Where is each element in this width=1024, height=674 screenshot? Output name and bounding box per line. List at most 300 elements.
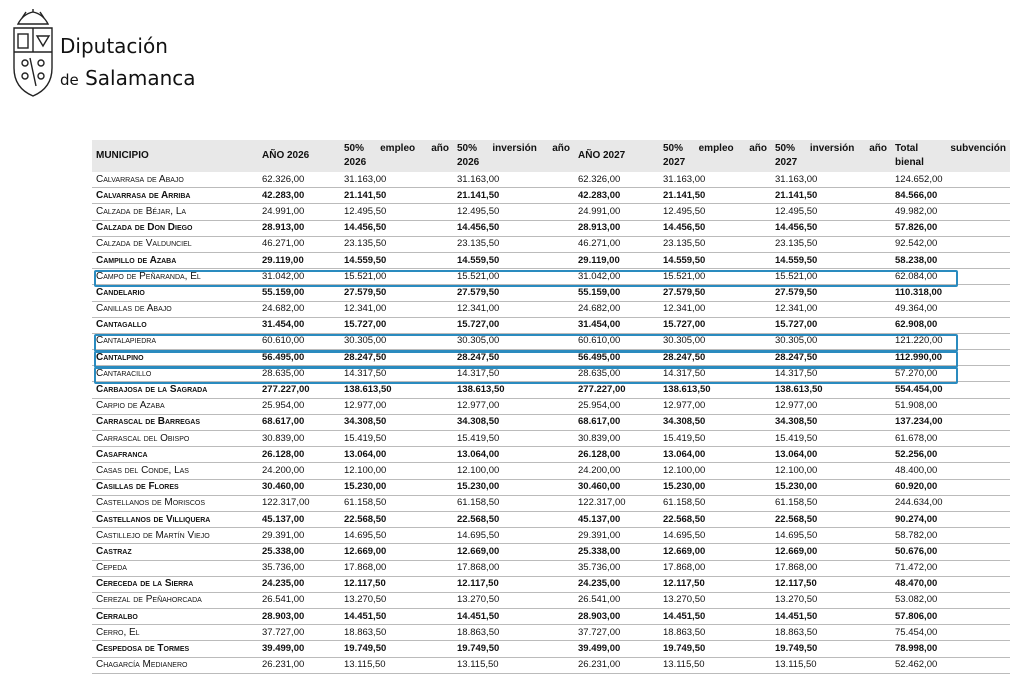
amount-cell: 12.117,50 — [340, 576, 453, 592]
amount-cell: 21.141,50 — [340, 188, 453, 204]
amount-cell: 14.695,50 — [771, 528, 891, 544]
amount-cell: 49.364,00 — [891, 301, 1010, 317]
table-row — [92, 431, 1010, 447]
amount-cell: 15.727,00 — [340, 317, 453, 333]
amount-cell: 34.308,50 — [771, 414, 891, 430]
table-header-row — [92, 140, 1010, 172]
amount-cell: 15.230,00 — [340, 479, 453, 495]
amount-cell: 56.495,00 — [574, 350, 659, 366]
table-row — [92, 366, 1010, 382]
amount-cell: 58.238,00 — [891, 252, 1010, 268]
amount-cell: 14.451,50 — [453, 609, 574, 625]
amount-cell: 13.115,50 — [453, 657, 574, 673]
amount-cell: 22.568,50 — [659, 511, 771, 527]
amount-cell: 14.559,50 — [659, 252, 771, 268]
amount-cell: 18.863,50 — [340, 625, 453, 641]
amount-cell: 12.977,00 — [453, 398, 574, 414]
amount-cell: 57.270,00 — [891, 366, 1010, 382]
amount-cell: 42.283,00 — [258, 188, 340, 204]
amount-cell: 17.868,00 — [659, 560, 771, 576]
amount-cell: 24.200,00 — [258, 463, 340, 479]
table-row — [92, 592, 1010, 608]
amount-cell: 15.419,50 — [659, 431, 771, 447]
amount-cell: 13.115,50 — [771, 657, 891, 673]
amount-cell: 75.454,00 — [891, 625, 1010, 641]
amount-cell: 30.460,00 — [574, 479, 659, 495]
amount-cell: 28.247,50 — [453, 350, 574, 366]
amount-cell: 15.230,00 — [771, 479, 891, 495]
amount-cell: 138.613,50 — [453, 382, 574, 398]
amount-cell: 52.256,00 — [891, 447, 1010, 463]
municipality-cell: Cepeda — [92, 560, 258, 576]
amount-cell: 14.456,50 — [453, 220, 574, 236]
amount-cell: 12.117,50 — [453, 576, 574, 592]
amount-cell: 12.341,00 — [453, 301, 574, 317]
amount-cell: 68.617,00 — [258, 414, 340, 430]
amount-cell: 138.613,50 — [340, 382, 453, 398]
municipality-cell: Calzada de Don Diego — [92, 220, 258, 236]
municipality-cell: Casafranca — [92, 447, 258, 463]
amount-cell: 62.908,00 — [891, 317, 1010, 333]
amount-cell: 68.617,00 — [574, 414, 659, 430]
amount-cell: 14.317,50 — [771, 366, 891, 382]
amount-cell: 12.341,00 — [340, 301, 453, 317]
amount-cell: 28.247,50 — [340, 350, 453, 366]
column-header-line2: 2026 — [457, 157, 480, 168]
municipality-cell: Cerezal de Peñahorcada — [92, 592, 258, 608]
amount-cell: 55.159,00 — [574, 285, 659, 301]
amount-cell: 78.998,00 — [891, 641, 1010, 657]
amount-cell: 14.451,50 — [771, 609, 891, 625]
amount-cell: 30.305,00 — [453, 333, 574, 349]
amount-cell: 34.308,50 — [453, 414, 574, 430]
amount-cell: 12.977,00 — [659, 398, 771, 414]
municipality-cell: Carrascal del Obispo — [92, 431, 258, 447]
amount-cell: 15.727,00 — [453, 317, 574, 333]
amount-cell: 31.163,00 — [340, 172, 453, 188]
amount-cell: 25.338,00 — [574, 544, 659, 560]
amount-cell: 29.119,00 — [258, 252, 340, 268]
table-row — [92, 398, 1010, 414]
amount-cell: 15.521,00 — [771, 269, 891, 285]
table-row — [92, 188, 1010, 204]
amount-cell: 15.230,00 — [453, 479, 574, 495]
column-header-line1: 50% empleo año — [663, 143, 767, 154]
amount-cell: 19.749,50 — [453, 641, 574, 657]
org-name-line1: Diputación — [60, 34, 168, 58]
amount-cell: 12.495,50 — [340, 204, 453, 220]
table-row — [92, 528, 1010, 544]
table-row — [92, 317, 1010, 333]
column-header — [340, 140, 453, 172]
amount-cell: 17.868,00 — [453, 560, 574, 576]
municipality-cell: Cantalpino — [92, 350, 258, 366]
column-header: AÑO 2026 — [262, 150, 310, 161]
table-row — [92, 382, 1010, 398]
amount-cell: 21.141,50 — [453, 188, 574, 204]
amount-cell: 35.736,00 — [574, 560, 659, 576]
amount-cell: 26.541,00 — [574, 592, 659, 608]
column-header-line2: 2027 — [775, 157, 798, 168]
municipality-cell: Calvarrasa de Arriba — [92, 188, 258, 204]
amount-cell: 31.163,00 — [659, 172, 771, 188]
table-row — [92, 495, 1010, 511]
municipality-cell: Cantalapiedra — [92, 333, 258, 349]
amount-cell: 46.271,00 — [258, 236, 340, 252]
column-header-line2: 2026 — [344, 157, 367, 168]
table-row — [92, 463, 1010, 479]
amount-cell: 31.163,00 — [771, 172, 891, 188]
amount-cell: 24.235,00 — [258, 576, 340, 592]
table-row — [92, 333, 1010, 349]
table-row — [92, 479, 1010, 495]
amount-cell: 42.283,00 — [574, 188, 659, 204]
amount-cell: 22.568,50 — [340, 511, 453, 527]
amount-cell: 25.954,00 — [574, 398, 659, 414]
table-row — [92, 414, 1010, 430]
amount-cell: 14.317,50 — [340, 366, 453, 382]
amount-cell: 23.135,50 — [771, 236, 891, 252]
org-name-line2: Salamanca — [85, 66, 196, 90]
amount-cell: 14.695,50 — [659, 528, 771, 544]
table-row — [92, 204, 1010, 220]
amount-cell: 138.613,50 — [659, 382, 771, 398]
amount-cell: 122.317,00 — [258, 495, 340, 511]
amount-cell: 39.499,00 — [574, 641, 659, 657]
amount-cell: 12.669,00 — [771, 544, 891, 560]
amount-cell: 124.652,00 — [891, 172, 1010, 188]
amount-cell: 12.341,00 — [771, 301, 891, 317]
amount-cell: 18.863,50 — [659, 625, 771, 641]
municipality-cell: Candelario — [92, 285, 258, 301]
municipality-cell: Canillas de Abajo — [92, 301, 258, 317]
amount-cell: 61.158,50 — [771, 495, 891, 511]
amount-cell: 15.230,00 — [659, 479, 771, 495]
amount-cell: 23.135,50 — [453, 236, 574, 252]
amount-cell: 58.782,00 — [891, 528, 1010, 544]
amount-cell: 12.669,00 — [659, 544, 771, 560]
amount-cell: 14.456,50 — [659, 220, 771, 236]
amount-cell: 27.579,50 — [340, 285, 453, 301]
amount-cell: 15.521,00 — [340, 269, 453, 285]
municipality-cell: Carrascal de Barregas — [92, 414, 258, 430]
amount-cell: 13.064,00 — [659, 447, 771, 463]
amount-cell: 24.682,00 — [258, 301, 340, 317]
amount-cell: 15.419,50 — [340, 431, 453, 447]
amount-cell: 28.913,00 — [574, 220, 659, 236]
amount-cell: 30.305,00 — [771, 333, 891, 349]
amount-cell: 110.318,00 — [891, 285, 1010, 301]
amount-cell: 84.566,00 — [891, 188, 1010, 204]
amount-cell: 29.391,00 — [258, 528, 340, 544]
amount-cell: 28.247,50 — [659, 350, 771, 366]
amount-cell: 30.305,00 — [340, 333, 453, 349]
municipality-cell: Chagarcía Medianero — [92, 657, 258, 673]
amount-cell: 18.863,50 — [453, 625, 574, 641]
amount-cell: 22.568,50 — [453, 511, 574, 527]
amount-cell: 26.128,00 — [574, 447, 659, 463]
amount-cell: 34.308,50 — [340, 414, 453, 430]
amount-cell: 15.419,50 — [771, 431, 891, 447]
table-row — [92, 269, 1010, 285]
amount-cell: 12.977,00 — [771, 398, 891, 414]
municipality-cell: Casas del Conde, Las — [92, 463, 258, 479]
amount-cell: 15.521,00 — [453, 269, 574, 285]
amount-cell: 24.682,00 — [574, 301, 659, 317]
amount-cell: 14.456,50 — [340, 220, 453, 236]
organization-name — [60, 30, 196, 96]
municipality-cell: Calzada de Béjar, La — [92, 204, 258, 220]
amount-cell: 60.610,00 — [574, 333, 659, 349]
column-header — [453, 140, 574, 172]
municipality-cell: Castillejo de Martín Viejo — [92, 528, 258, 544]
table-row — [92, 350, 1010, 366]
municipality-cell: Cerro, El — [92, 625, 258, 641]
amount-cell: 17.868,00 — [340, 560, 453, 576]
amount-cell: 19.749,50 — [771, 641, 891, 657]
amount-cell: 31.163,00 — [453, 172, 574, 188]
amount-cell: 26.128,00 — [258, 447, 340, 463]
column-header-line2: bienal — [895, 157, 924, 168]
amount-cell: 14.451,50 — [340, 609, 453, 625]
amount-cell: 61.158,50 — [659, 495, 771, 511]
amount-cell: 28.903,00 — [258, 609, 340, 625]
amount-cell: 24.991,00 — [574, 204, 659, 220]
amount-cell: 30.305,00 — [659, 333, 771, 349]
amount-cell: 14.559,50 — [453, 252, 574, 268]
amount-cell: 62.326,00 — [574, 172, 659, 188]
amount-cell: 90.274,00 — [891, 511, 1010, 527]
amount-cell: 31.454,00 — [258, 317, 340, 333]
amount-cell: 60.920,00 — [891, 479, 1010, 495]
amount-cell: 22.568,50 — [771, 511, 891, 527]
amount-cell: 13.115,50 — [659, 657, 771, 673]
amount-cell: 30.839,00 — [574, 431, 659, 447]
amount-cell: 18.863,50 — [771, 625, 891, 641]
table-row — [92, 609, 1010, 625]
amount-cell: 37.727,00 — [574, 625, 659, 641]
amount-cell: 12.100,00 — [340, 463, 453, 479]
table-row — [92, 285, 1010, 301]
municipality-cell: Castellanos de Villiquera — [92, 511, 258, 527]
amount-cell: 39.499,00 — [258, 641, 340, 657]
municipality-cell: Carbajosa de la Sagrada — [92, 382, 258, 398]
table-row — [92, 172, 1010, 188]
amount-cell: 12.100,00 — [453, 463, 574, 479]
amount-cell: 12.495,50 — [453, 204, 574, 220]
column-header-line1: Total subvención — [895, 143, 1006, 154]
amount-cell: 12.341,00 — [659, 301, 771, 317]
amount-cell: 92.542,00 — [891, 236, 1010, 252]
amount-cell: 62.084,00 — [891, 269, 1010, 285]
amount-cell: 19.749,50 — [659, 641, 771, 657]
amount-cell: 71.472,00 — [891, 560, 1010, 576]
municipality-cell: Carpio de Azaba — [92, 398, 258, 414]
amount-cell: 45.137,00 — [574, 511, 659, 527]
amount-cell: 14.695,50 — [453, 528, 574, 544]
amount-cell: 13.270,50 — [340, 592, 453, 608]
amount-cell: 27.579,50 — [453, 285, 574, 301]
amount-cell: 56.495,00 — [258, 350, 340, 366]
municipality-cell: Calzada de Valdunciel — [92, 236, 258, 252]
amount-cell: 112.990,00 — [891, 350, 1010, 366]
amount-cell: 14.317,50 — [659, 366, 771, 382]
column-header: AÑO 2027 — [578, 150, 626, 161]
amount-cell: 61.678,00 — [891, 431, 1010, 447]
amount-cell: 137.234,00 — [891, 414, 1010, 430]
amount-cell: 26.231,00 — [574, 657, 659, 673]
table-row — [92, 447, 1010, 463]
table-row — [92, 625, 1010, 641]
amount-cell: 13.064,00 — [340, 447, 453, 463]
amount-cell: 12.117,50 — [771, 576, 891, 592]
table-row — [92, 560, 1010, 576]
amount-cell: 23.135,50 — [340, 236, 453, 252]
column-header-line2: 2027 — [663, 157, 686, 168]
table-row — [92, 236, 1010, 252]
amount-cell: 62.326,00 — [258, 172, 340, 188]
amount-cell: 51.908,00 — [891, 398, 1010, 414]
amount-cell: 28.635,00 — [574, 366, 659, 382]
amount-cell: 61.158,50 — [453, 495, 574, 511]
amount-cell: 14.451,50 — [659, 609, 771, 625]
amount-cell: 35.736,00 — [258, 560, 340, 576]
amount-cell: 60.610,00 — [258, 333, 340, 349]
amount-cell: 46.271,00 — [574, 236, 659, 252]
amount-cell: 15.419,50 — [453, 431, 574, 447]
amount-cell: 138.613,50 — [771, 382, 891, 398]
amount-cell: 25.954,00 — [258, 398, 340, 414]
amount-cell: 29.391,00 — [574, 528, 659, 544]
table-row — [92, 252, 1010, 268]
table-row — [92, 511, 1010, 527]
municipality-cell: Cerralbo — [92, 609, 258, 625]
amount-cell: 25.338,00 — [258, 544, 340, 560]
table-row — [92, 576, 1010, 592]
amount-cell: 12.669,00 — [453, 544, 574, 560]
amount-cell: 13.270,50 — [453, 592, 574, 608]
amount-cell: 48.400,00 — [891, 463, 1010, 479]
municipality-cell: Cespedosa de Tormes — [92, 641, 258, 657]
amount-cell: 31.042,00 — [574, 269, 659, 285]
amount-cell: 21.141,50 — [659, 188, 771, 204]
amount-cell: 19.749,50 — [340, 641, 453, 657]
amount-cell: 14.559,50 — [771, 252, 891, 268]
amount-cell: 277.227,00 — [574, 382, 659, 398]
amount-cell: 52.462,00 — [891, 657, 1010, 673]
amount-cell: 13.064,00 — [453, 447, 574, 463]
table-row — [92, 544, 1010, 560]
amount-cell: 24.235,00 — [574, 576, 659, 592]
amount-cell: 12.495,50 — [659, 204, 771, 220]
amount-cell: 13.270,50 — [659, 592, 771, 608]
column-header — [771, 140, 891, 172]
amount-cell: 12.495,50 — [771, 204, 891, 220]
amount-cell: 14.456,50 — [771, 220, 891, 236]
amount-cell: 554.454,00 — [891, 382, 1010, 398]
amount-cell: 57.826,00 — [891, 220, 1010, 236]
municipality-cell: Cantagallo — [92, 317, 258, 333]
amount-cell: 55.159,00 — [258, 285, 340, 301]
amount-cell: 28.903,00 — [574, 609, 659, 625]
amount-cell: 12.100,00 — [771, 463, 891, 479]
amount-cell: 121.220,00 — [891, 333, 1010, 349]
amount-cell: 23.135,50 — [659, 236, 771, 252]
amount-cell: 14.559,50 — [340, 252, 453, 268]
column-header — [659, 140, 771, 172]
amount-cell: 28.913,00 — [258, 220, 340, 236]
table-row — [92, 657, 1010, 673]
org-name-de: de — [60, 71, 79, 89]
amount-cell: 30.839,00 — [258, 431, 340, 447]
amount-cell: 13.064,00 — [771, 447, 891, 463]
amount-cell: 45.137,00 — [258, 511, 340, 527]
amount-cell: 27.579,50 — [659, 285, 771, 301]
municipality-cell: Casillas de Flores — [92, 479, 258, 495]
amount-cell: 15.727,00 — [659, 317, 771, 333]
table-row — [92, 301, 1010, 317]
amount-cell: 28.247,50 — [771, 350, 891, 366]
amount-cell: 26.541,00 — [258, 592, 340, 608]
column-header-line1: 50% inversión año — [775, 143, 887, 154]
amount-cell: 277.227,00 — [258, 382, 340, 398]
amount-cell: 53.082,00 — [891, 592, 1010, 608]
amount-cell: 17.868,00 — [771, 560, 891, 576]
amount-cell: 28.635,00 — [258, 366, 340, 382]
amount-cell: 57.806,00 — [891, 609, 1010, 625]
amount-cell: 27.579,50 — [771, 285, 891, 301]
table-row — [92, 641, 1010, 657]
column-header-line1: 50% inversión año — [457, 143, 570, 154]
municipality-cell: Cantaracillo — [92, 366, 258, 382]
amount-cell: 14.695,50 — [340, 528, 453, 544]
amount-cell: 31.454,00 — [574, 317, 659, 333]
municipality-cell: Cereceda de la Sierra — [92, 576, 258, 592]
amount-cell: 34.308,50 — [659, 414, 771, 430]
amount-cell: 12.977,00 — [340, 398, 453, 414]
amount-cell: 31.042,00 — [258, 269, 340, 285]
column-header — [891, 140, 1010, 172]
amount-cell: 14.317,50 — [453, 366, 574, 382]
amount-cell: 13.115,50 — [340, 657, 453, 673]
municipality-cell: Castraz — [92, 544, 258, 560]
amount-cell: 15.727,00 — [771, 317, 891, 333]
municipality-cell: Castellanos de Moriscos — [92, 495, 258, 511]
amount-cell: 50.676,00 — [891, 544, 1010, 560]
amount-cell: 61.158,50 — [340, 495, 453, 511]
amount-cell: 15.521,00 — [659, 269, 771, 285]
amount-cell: 21.141,50 — [771, 188, 891, 204]
amount-cell: 49.982,00 — [891, 204, 1010, 220]
amount-cell: 26.231,00 — [258, 657, 340, 673]
amount-cell: 122.317,00 — [574, 495, 659, 511]
amount-cell: 48.470,00 — [891, 576, 1010, 592]
column-header-line1: 50% empleo año — [344, 143, 449, 154]
amount-cell: 12.669,00 — [340, 544, 453, 560]
amount-cell: 37.727,00 — [258, 625, 340, 641]
municipality-cell: Calvarrasa de Abajo — [92, 172, 258, 188]
amount-cell: 24.991,00 — [258, 204, 340, 220]
amount-cell: 13.270,50 — [771, 592, 891, 608]
amount-cell: 24.200,00 — [574, 463, 659, 479]
amount-cell: 12.117,50 — [659, 576, 771, 592]
coat-of-arms-logo — [8, 8, 58, 98]
table-row — [92, 220, 1010, 236]
column-header: MUNICIPIO — [96, 150, 149, 161]
municipality-cell: Campo de Peñaranda, El — [92, 269, 258, 285]
amount-cell: 244.634,00 — [891, 495, 1010, 511]
amount-cell: 12.100,00 — [659, 463, 771, 479]
